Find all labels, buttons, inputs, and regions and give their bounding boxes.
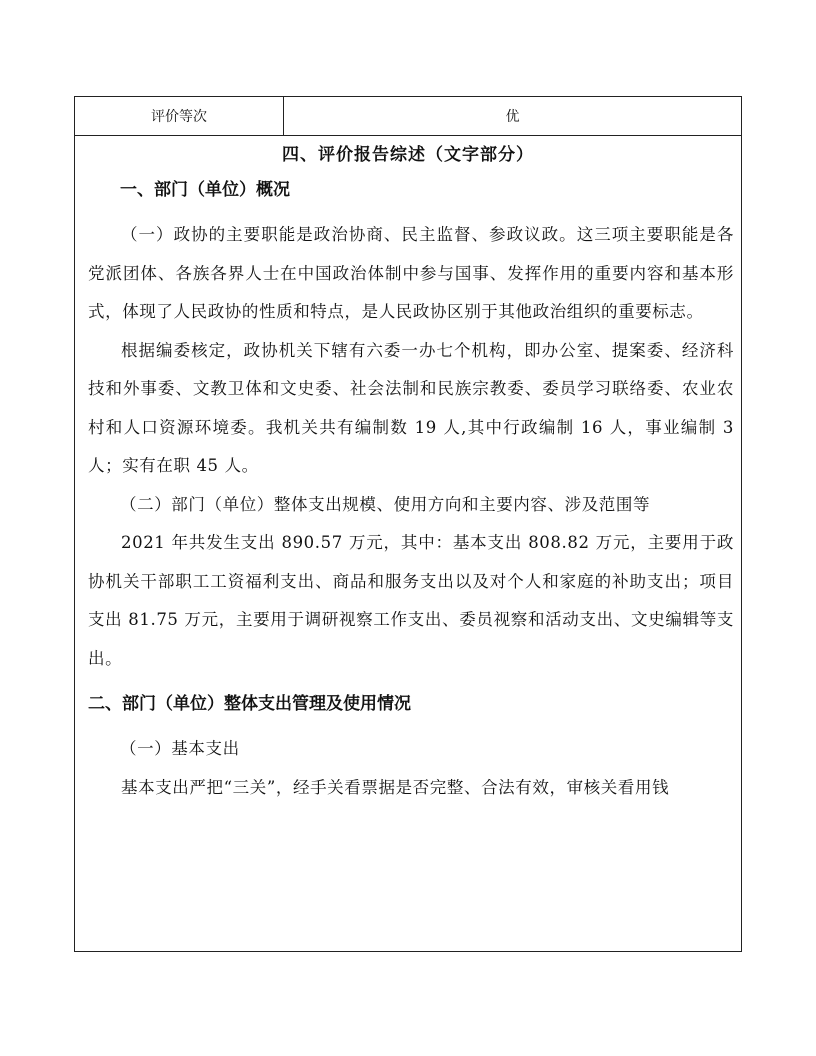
part1-paragraph-2: 根据编委核定，政协机关下辖有六委一办七个机构，即办公室、提案委、经济科技和外事委、文教卫体和文史委、社会法制和民族宗教委、委员学习联络委、农业农村和人口资源环境委。我机关共有编制数 19 人,其中行政编制 16 人，事业编制 3 人；实有在职 45 人。 — [88, 340, 734, 475]
rating-label: 评价等次 — [75, 97, 284, 135]
report-content — [88, 164, 734, 807]
part2-subheading-1: （一）基本支出 — [120, 739, 240, 758]
part2-heading: 二、部门（单位）整体支出管理及使用情况 — [88, 694, 411, 714]
part1-heading: 一、部门（单位）概况 — [120, 180, 290, 200]
part1-paragraph-1: （一）政协的主要职能是政治协商、民主监督、参政议政。这三项主要职能是各党派团体、各族各界人士在中国政治体制中参与国事、发挥作用的重要内容和基本形式，体现了人民政协的性质和特点，是人民政协区别于其他政治组织的重要标志。 — [88, 225, 734, 321]
part1-subheading-2: （二）部门（单位）整体支出规模、使用方向和主要内容、涉及范围等 — [120, 494, 651, 514]
rating-row — [74, 96, 742, 136]
part2-paragraph-1: 基本支出严把“三关”，经手关看票据是否完整、合法有效，审核关看用钱 — [121, 777, 670, 797]
rating-value: 优 — [505, 109, 520, 125]
part1-paragraph-3: 2021 年共发生支出 890.57 万元，其中：基本支出 808.82 万元，主要用于政协机关干部职工工资福利支出、商品和服务支出以及对个人和家庭的补助支出；项目支出 81.75 万元，主要用于调研视察工作支出、委员视察和活动支出、文史编辑等支出。 — [88, 533, 734, 668]
section-title: 四、评价报告综述（文字部分） — [282, 145, 534, 165]
